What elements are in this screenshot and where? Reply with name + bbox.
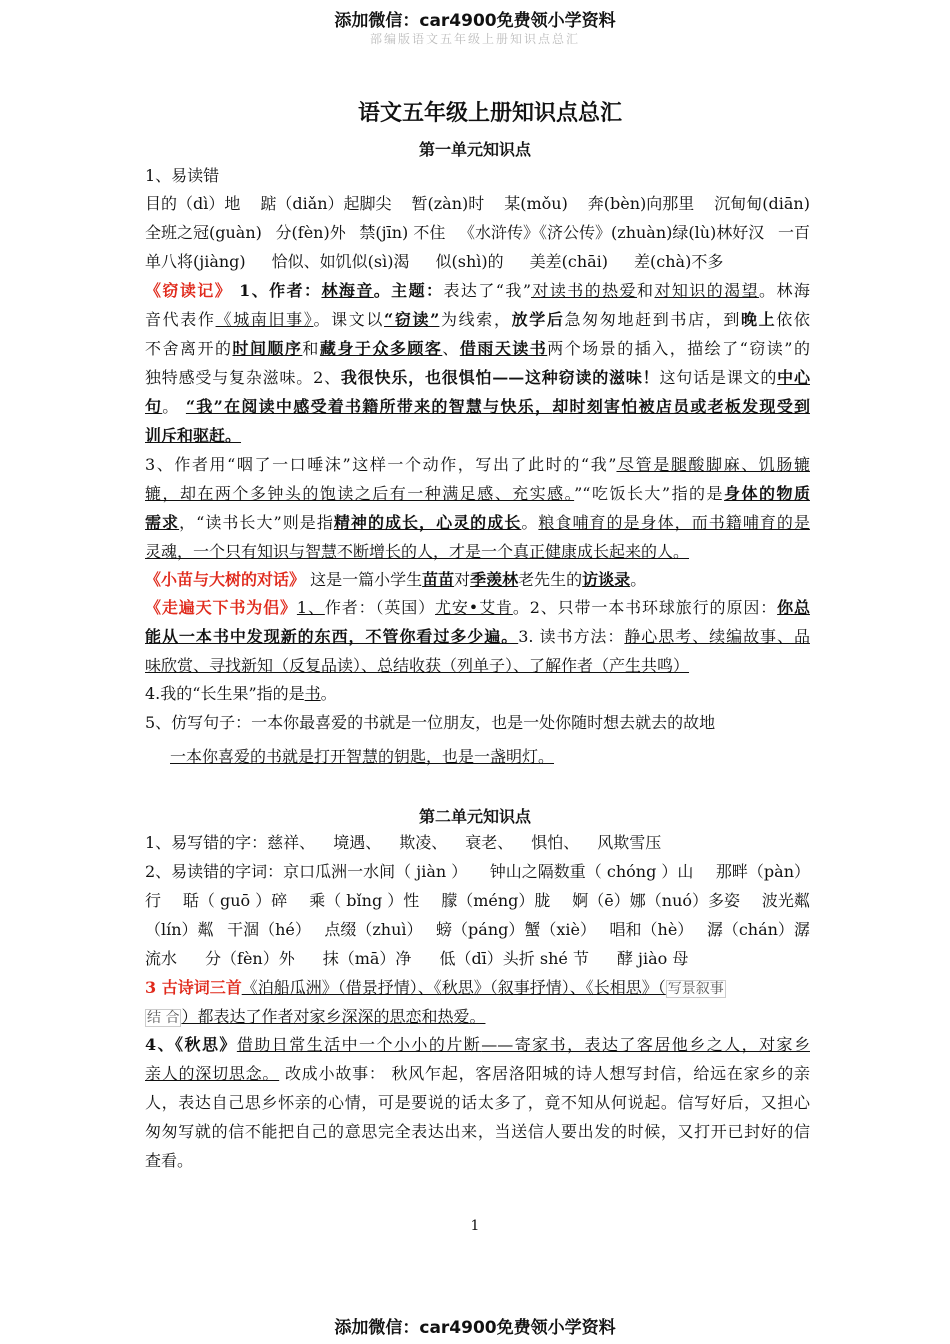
text-span: 《泊船瓜洲》（借景抒情）、《秋思》（叙事抒情）、《长相思》（ [241,978,666,997]
text-span: 4、 [145,1035,176,1054]
unit1-heading: 第一单元知识点 [418,140,531,159]
text-span: 2、易读错的字词：京口瓜洲一水间（ jiàn ） [145,862,468,881]
text-span: 苗苗 [422,570,455,589]
text-span: 季羡林 [470,570,519,589]
pinyin-word: 《水浒传》《济公传》(zhuàn)绿(lù)林好汉 [459,223,765,242]
text-span: 分（fèn）外 [205,949,295,968]
text-box: 写景叙事 [667,981,724,997]
pinyin-word: 某(mǒu) [504,194,568,213]
text-span: 你总 [777,598,810,617]
text-span: 。 [320,684,337,703]
unit2-item2-line-4 [145,949,810,969]
text-span: 却时刻害怕被店员或老板发现受到 [552,397,810,416]
text-span: 风欺雪压 [597,833,662,852]
text-span: 尤安•艾肯 [435,598,513,617]
text-span: “窃读” [384,310,440,329]
qiedu-line-1 [145,281,810,301]
text-span: 。 [630,570,647,589]
text-span: 对读书的热爱 [531,281,638,300]
text-span: 1、易写错的字：慈祥、 [145,833,316,852]
pinyin-word: 沉甸甸(diān) [714,194,810,213]
unit1-item1: 1、易读错 [145,166,220,185]
lesson-title: 《小苗与大树的对话》 [145,570,306,589]
qiedu-line-2 [145,310,810,330]
text-span: 急匆匆地赶到书店，到 [564,310,741,329]
text-span: 对知识的渴望 [654,281,760,300]
text-span: 。 [162,397,186,416]
text-span: 1、 [296,598,325,617]
text-span: 流水 [145,949,178,968]
page-title: 语文五年级上册知识点总汇 [357,100,622,126]
qiedu-line-4 [145,368,810,388]
text-span: ，“读书长大”则是指 [179,513,334,532]
text-span: 酵 jiào 母 [616,949,689,968]
text-span: 乘（ bǐng ）性 [309,891,420,910]
unit2-item4-line-4: 匆匆写就的信不能把自己的意思完全表达出来，当送信人要出发的时候，又打开已封好的信 [145,1122,810,1141]
text-span: 《秋思》 [175,1035,237,1054]
watermark-bottom: 添加微信：car4900免费领小学资料 [334,1318,616,1338]
text-span: 时间顺序 [232,339,303,358]
pinyin-word: 禁(jīn) 不住 [359,223,446,242]
text-span: 改成小故事： 秋风乍起，客居洛阳城的诗人想写封信，给远在家乡的亲 [279,1064,810,1083]
text-span: 书 [304,684,321,703]
text-span: 4.我的“长生果”指的是 [145,684,305,703]
text-span: 。2、只带一本书环球旅行的原因： [512,598,778,617]
text-span: 放学后 [511,310,565,329]
watermark-top: 添加微信：car4900免费领小学资料 [334,11,616,31]
text-span: 婀（ē）娜（nuó）多姿 [572,891,741,910]
qiedu-p3-line-1 [145,455,810,475]
text-span: 精神的成长，心灵的成长 [333,513,522,532]
text-span: 训斥和驱赶。 [145,426,242,445]
text-span: 粮食哺育的是身体，而书籍哺育的是 [538,513,810,532]
text-span: 朦（méng）胧 [441,891,551,910]
text-span: 衰老、 [465,833,514,852]
qiedu-line-6 [145,426,810,446]
text-span: 一本你喜爱的书就是打开智慧的钥匙，也是一盏明灯。 [170,747,555,766]
pinyin-word: 奔(bèn)向那里 [587,194,695,213]
unit2-item4-line-2 [145,1064,810,1084]
text-span: 这句话是课文的 [659,368,778,387]
text-span: 行 [145,891,162,910]
text-span: 藏身于众多顾客 [319,339,443,358]
author-name: 林海音 [321,281,374,300]
text-span: 表达了“我” [443,281,531,300]
text-span: 两个场景的插入，描绘了“窃读”的 [547,339,810,358]
qiedu-p3-line-2 [145,484,810,504]
text-span: 波光粼 [761,891,810,910]
text-span: 老先生的 [518,570,583,589]
text-span: 我很快乐，也很惧怕——这种窃读的滋味！ [340,368,660,387]
text-span: 。 [521,513,539,532]
unit2-item4-line-1 [145,1035,810,1055]
pinyin-row-1 [145,194,810,214]
text-span: 身体的物质 [724,484,810,503]
unit2-item2-line-3 [145,920,810,940]
xiaomiao-line [145,570,810,590]
text-span: 。主题： [373,281,444,300]
pinyin-row-3 [145,252,810,272]
text-span: 味欣赏、寻找新知（反复品读）、总结收获（列单子）、了解作者（产生共鸣） [145,656,690,675]
pinyin-word: 踮（diǎn）起脚尖 [260,194,392,213]
text-span: 为线索， [439,310,512,329]
text-span: 聒（ guō ）碎 [182,891,288,910]
text-span: （lín）粼 [145,920,214,939]
text-span: 1、作者： [232,281,322,300]
text-span: 。课文以 [313,310,385,329]
text-span: 对 [454,570,471,589]
pinyin-word: 全班之冠(guàn) [145,223,262,242]
unit2-item2-line-2 [145,891,810,911]
text-box: 结 合 [147,1010,180,1026]
text-span: 灵魂，一个只有知识与智慧不断增长的人，才是一个真正健康成长起来的人。 [145,542,690,561]
text-span: 螃（páng）蟹（xiè） [436,920,596,939]
qiedu-p3-line-4 [145,542,810,562]
text-span: 惧怕、 [531,833,580,852]
text-span: 依依 [776,310,810,329]
unit2-item3-line-1 [145,978,810,999]
text-span: 句 [145,397,163,416]
pinyin-word: 目的（dì）地 [145,194,241,213]
zoubian-line-2 [145,627,810,647]
zoubian-line-1 [145,598,810,618]
qiedu-line-5 [145,397,810,417]
pinyin-word: 美差(chāi) [529,252,609,271]
text-span: 尽管是腿酸脚麻、饥肠辘 [616,455,810,474]
text-span: 那畔（pàn） [715,862,810,881]
text-span: 低（dī）头折 shé 节 [439,949,589,968]
unit1-item4 [145,684,810,704]
pinyin-word: 差(chà)不多 [634,252,724,271]
text-span: 能从一本书中发现新的东西，不管你看过多少遍。 [145,627,519,646]
text-span: 需求 [145,513,180,532]
lesson-title: 《走遍天下书为侣》 [145,598,297,617]
lesson-title: 3 古诗词三首 [145,978,242,997]
qiedu-p3-line-3 [145,513,810,533]
unit1-item5-answer [170,747,835,767]
text-span: 音代表作 [145,310,216,329]
pinyin-word: 一百 [777,223,810,242]
text-span: 亲人的深切思念。 [145,1064,280,1083]
text-span: 钟山之隔数重（ chóng ）山 [489,862,694,881]
pinyin-word: 暂(zàn)时 [411,194,485,213]
text-span: “我”在阅读中感受着书籍所带来的智慧与快乐， [185,397,553,416]
text-span: 静心思考、续编故事、品 [624,627,810,646]
pinyin-word: 分(fèn)外 [275,223,346,242]
text-span: 境遇、 [333,833,382,852]
zoubian-line-3 [145,656,810,676]
text-span: 、 [442,339,460,358]
text-span: 借雨天读书 [459,339,548,358]
text-span: 唱和（hè） [609,920,694,939]
text-span: 晚上 [740,310,777,329]
text-span: 欺凌、 [399,833,448,852]
text-span: 作者：（英国） [324,598,435,617]
text-span: 辘，却在两个多钟头的饱读之后有一种满足感、充实感。 [145,484,575,503]
text-span: 3. 读书方法： [518,627,625,646]
text-span: 3、作者用“咽了一口唾沫”这样一个动作，写出了此时的“我” [145,455,617,474]
text-span: 不舍离开的 [145,339,233,358]
text-span: ”“吃饭长大”指的是 [574,484,725,503]
unit2-item2-line-1 [145,862,810,882]
text-span: 抹（mā）净 [322,949,412,968]
text-span: 借助日常生活中一个小小的片断 [236,1035,482,1054]
page-number: 1 [470,1218,480,1234]
text-span: 独特感受与复杂滋味。2、 [145,368,341,387]
text-span: 和 [302,339,320,358]
unit1-item5: 5、仿写句子：一本你最喜爱的书就是一位朋友，也是一处你随时想去就去的故地 [145,713,716,732]
lesson-title: 《窃读记》 [145,281,233,300]
text-span: 干涸（hé） [227,920,311,939]
text-span: 。林海 [759,281,810,300]
qiedu-line-3 [145,339,810,359]
unit2-item3-line-2 [145,1007,810,1028]
text-span: ）都表达了作者对家乡深深的思恋和热爱。 [181,1007,486,1026]
text-span: 和 [637,281,655,300]
unit2-item1 [145,833,810,853]
faded-header: 部编版语文五年级上册知识点总汇 [369,32,580,46]
pinyin-word: 单八将(jiàng) [145,252,246,271]
pinyin-word: 恰似、如饥似(sì)渴 [271,252,410,271]
pinyin-row-2 [145,223,810,243]
text-span: 《城南旧事》 [215,310,314,329]
text-span: 这是一篇小学生 [305,570,423,589]
text-span: 潺（chán）潺 [706,920,810,939]
pinyin-word: 似(shì)的 [435,252,504,271]
text-span: 访谈录 [582,570,631,589]
unit2-item4-line-3: 人，表达自己思乡怀亲的心情，可是要说的话太多了，竟不知从何说起。信写好后，又担心 [145,1093,810,1112]
text-span: ——寄家书，表达了客居他乡之人，对家乡 [481,1035,810,1054]
text-span: 点缀（zhuì） [324,920,423,939]
text-span: 中心 [777,368,810,387]
unit2-item4-line-5: 查看。 [145,1151,194,1170]
unit2-heading: 第二单元知识点 [418,807,531,826]
